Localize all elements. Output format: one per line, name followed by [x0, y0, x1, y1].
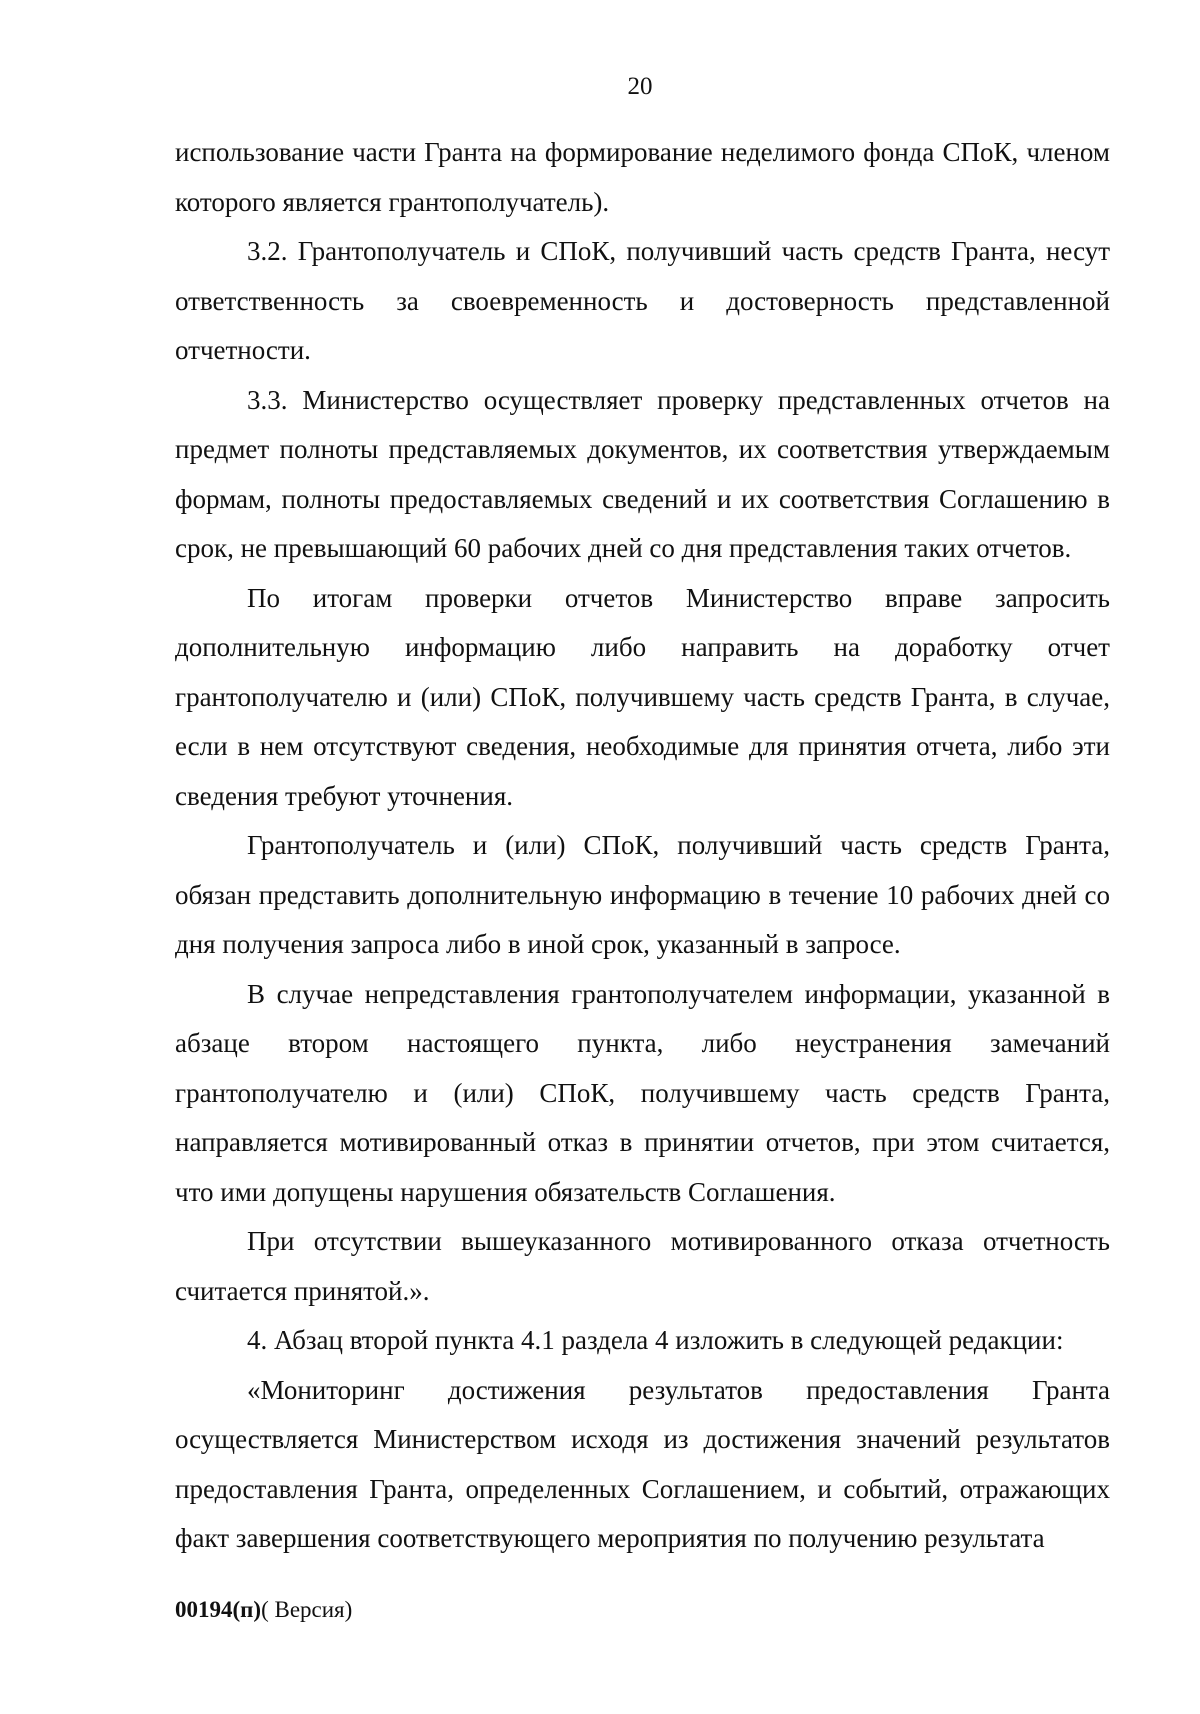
- page-number: 20: [627, 73, 653, 100]
- paragraph-review-results: По итогам проверки отчетов Министерство вправе запросить дополнительную информацию либо направить на доработку отчет грантополучателю и (или) СПоК, получившему часть средств Гранта, в случае, если в нем отсутствуют сведения, необходимые для принятия отчета, либо эти сведения требуют уточнения.: [175, 582, 1110, 811]
- paragraph-accepted: При отсутствии вышеуказанного мотивированного отказа отчетность считается принятой.».: [175, 1226, 1110, 1306]
- paragraph-monitoring: «Мониторинг достижения результатов предоставления Гранта осуществляется Министерством исходя из достижения значений результатов предоставления Гранта, определенных Соглашением, и событий, отражающих факт завершения соответствующего мероприятия по получению результата: [175, 1374, 1110, 1553]
- paragraph-3-2: 3.2. Грантополучатель и СПоК, получивший часть средств Гранта, несут ответственность за своевременность и достоверность представленной отчетности.: [175, 236, 1110, 365]
- document-code: 00194(п): [175, 1597, 262, 1622]
- paragraph-continuation: использование части Гранта на формирование неделимого фонда СПоК, членом которого является грантополучатель).: [175, 137, 1110, 217]
- paragraph-item-4: 4. Абзац второй пункта 4.1 раздела 4 изложить в следующей редакции:: [247, 1325, 1064, 1355]
- document-footer: [175, 1596, 352, 1624]
- paragraph-additional-info: Грантополучатель и (или) СПоК, получивший часть средств Гранта, обязан представить дополнительную информацию в течение 10 рабочих дней со дня получения запроса либо в иной срок, указанный в запросе.: [175, 830, 1110, 959]
- paragraph-3-3: 3.3. Министерство осуществляет проверку представленных отчетов на предмет полноты представляемых документов, их соответствия утверждаемым формам, полноты предоставляемых сведений и их соответствия Соглашению в срок, не превышающий 60 рабочих дней со дня представления таких отчетов.: [175, 384, 1110, 563]
- document-version: ( Версия): [261, 1597, 353, 1622]
- paragraph-refusal: В случае непредставления грантополучателем информации, указанной в абзаце втором настоящего пункта, либо неустранения замечаний грантополучателю и (или) СПоК, получившему часть средств Гранта, направляется мотивированный отказ в принятии отчетов, при этом считается, что ими допущены нарушения обязательств Соглашения.: [175, 978, 1110, 1207]
- document-body: [175, 128, 1110, 1564]
